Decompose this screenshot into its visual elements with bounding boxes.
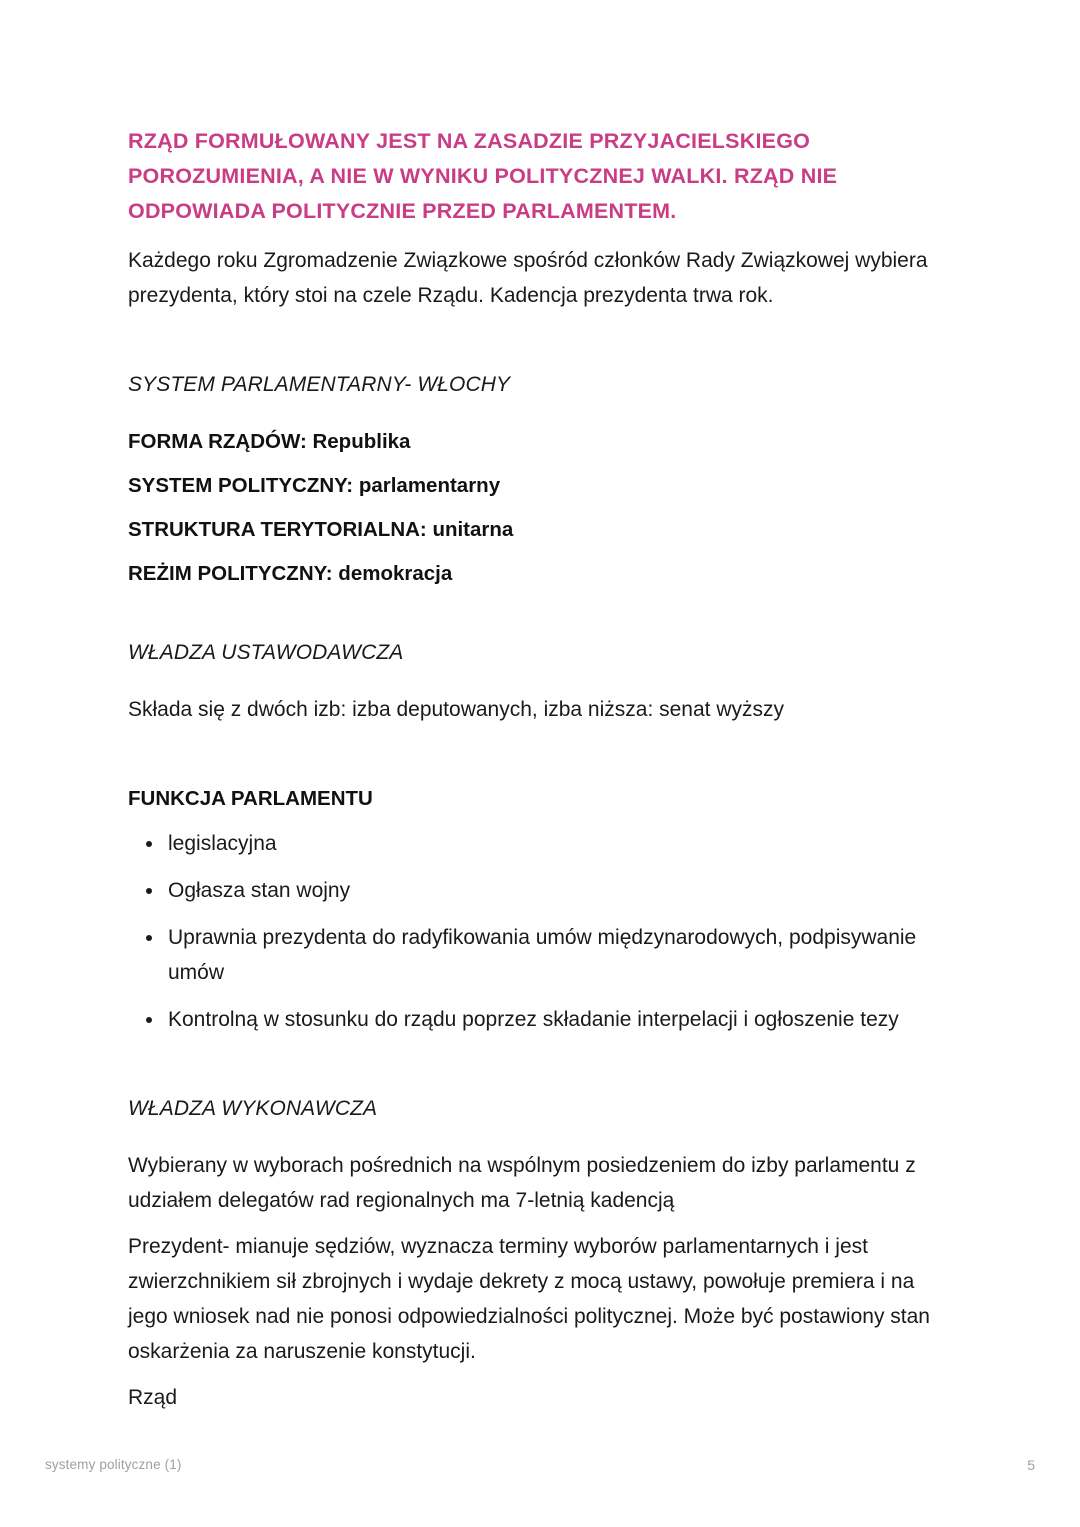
footer-document-name: systemy polityczne (1) xyxy=(45,1457,182,1472)
spacer xyxy=(128,1126,958,1148)
paragraph-executive-2: Prezydent- mianuje sędziów, wyznacza terminy wyborów parlamentarnych i jest zwierzchnikiem sił zbrojnych i wydaje dekrety z mocą ustawy, powołuje premiera i na jego wniosek nad nie ponosi odpowiedzialności politycznej. Może być postawiony stan oskarżenia za naruszenie konstytucji. xyxy=(128,1235,930,1363)
fact-forma-rzadow: FORMA RZĄDÓW: Republika xyxy=(128,430,411,453)
heading-wladza-wykonawcza: WŁADZA WYKONAWCZA xyxy=(128,1097,378,1120)
bullet-dot-icon xyxy=(146,935,152,941)
bullet-dot-icon xyxy=(146,1017,152,1023)
fact-system-polityczny: SYSTEM POLITYCZNY: parlamentarny xyxy=(128,474,501,497)
page-footer xyxy=(0,1455,1080,1481)
spacer xyxy=(128,670,958,692)
fact-rezim-polityczny: REŻIM POLITYCZNY: demokracja xyxy=(128,562,453,585)
list-item xyxy=(128,1002,958,1037)
list-item-label: Kontrolną w stosunku do rządu poprzez składanie interpelacji i ogłoszenie tezy xyxy=(168,1008,899,1031)
footer-page-number: 5 xyxy=(1027,1457,1035,1473)
spacer xyxy=(128,402,958,424)
list-item-label: legislacyjna xyxy=(168,832,277,855)
spacer xyxy=(128,727,958,781)
list-item-label: Ogłasza stan wojny xyxy=(168,879,351,902)
list-item xyxy=(128,920,958,990)
fact-struktura-terytorialna: STRUKTURA TERYTORIALNA: unitarna xyxy=(128,518,514,541)
section-title-italy: SYSTEM PARLAMENTARNY- WŁOCHY xyxy=(128,373,511,396)
spacer xyxy=(128,1037,958,1091)
paragraph-legislative: Składa się z dwóch izb: izba deputowanych, izba niższa: senat wyższy xyxy=(128,698,784,721)
bullet-dot-icon xyxy=(146,888,152,894)
list-item-label: Uprawnia prezydenta do radyfikowania umów międzynarodowych, podpisywanie umów xyxy=(168,926,917,984)
intro-paragraph: Każdego roku Zgromadzenie Związkowe spośród członków Rady Związkowej wybiera prezydenta, który stoi na czele Rządu. Kadencja prezydenta trwa rok. xyxy=(128,249,928,307)
paragraph-executive-1: Wybierany w wyborach pośrednich na wspólnym posiedzeniem do izby parlamentu z udziałem delegatów rad regionalnych ma 7-letnią kadencją xyxy=(128,1154,916,1212)
document-content xyxy=(128,124,958,1415)
list-item xyxy=(128,873,958,908)
bullet-dot-icon xyxy=(146,841,152,847)
list-item xyxy=(128,826,958,861)
pink-emphasis-heading: RZĄD FORMUŁOWANY JEST NA ZASADZIE PRZYJACIELSKIEGO POROZUMIENIA, A NIE W WYNIKU POLITYCZNEJ WALKI. RZĄD NIE ODPOWIADA POLITYCZNIE PRZED PARLAMENTEM. xyxy=(128,129,838,223)
spacer xyxy=(128,313,958,367)
spacer xyxy=(128,591,958,635)
heading-funkcja-parlamentu: FUNKCJA PARLAMENTU xyxy=(128,787,373,810)
heading-wladza-ustawodawcza: WŁADZA USTAWODAWCZA xyxy=(128,641,404,664)
paragraph-executive-3: Rząd xyxy=(128,1386,178,1409)
parliament-functions-list xyxy=(128,826,958,1037)
